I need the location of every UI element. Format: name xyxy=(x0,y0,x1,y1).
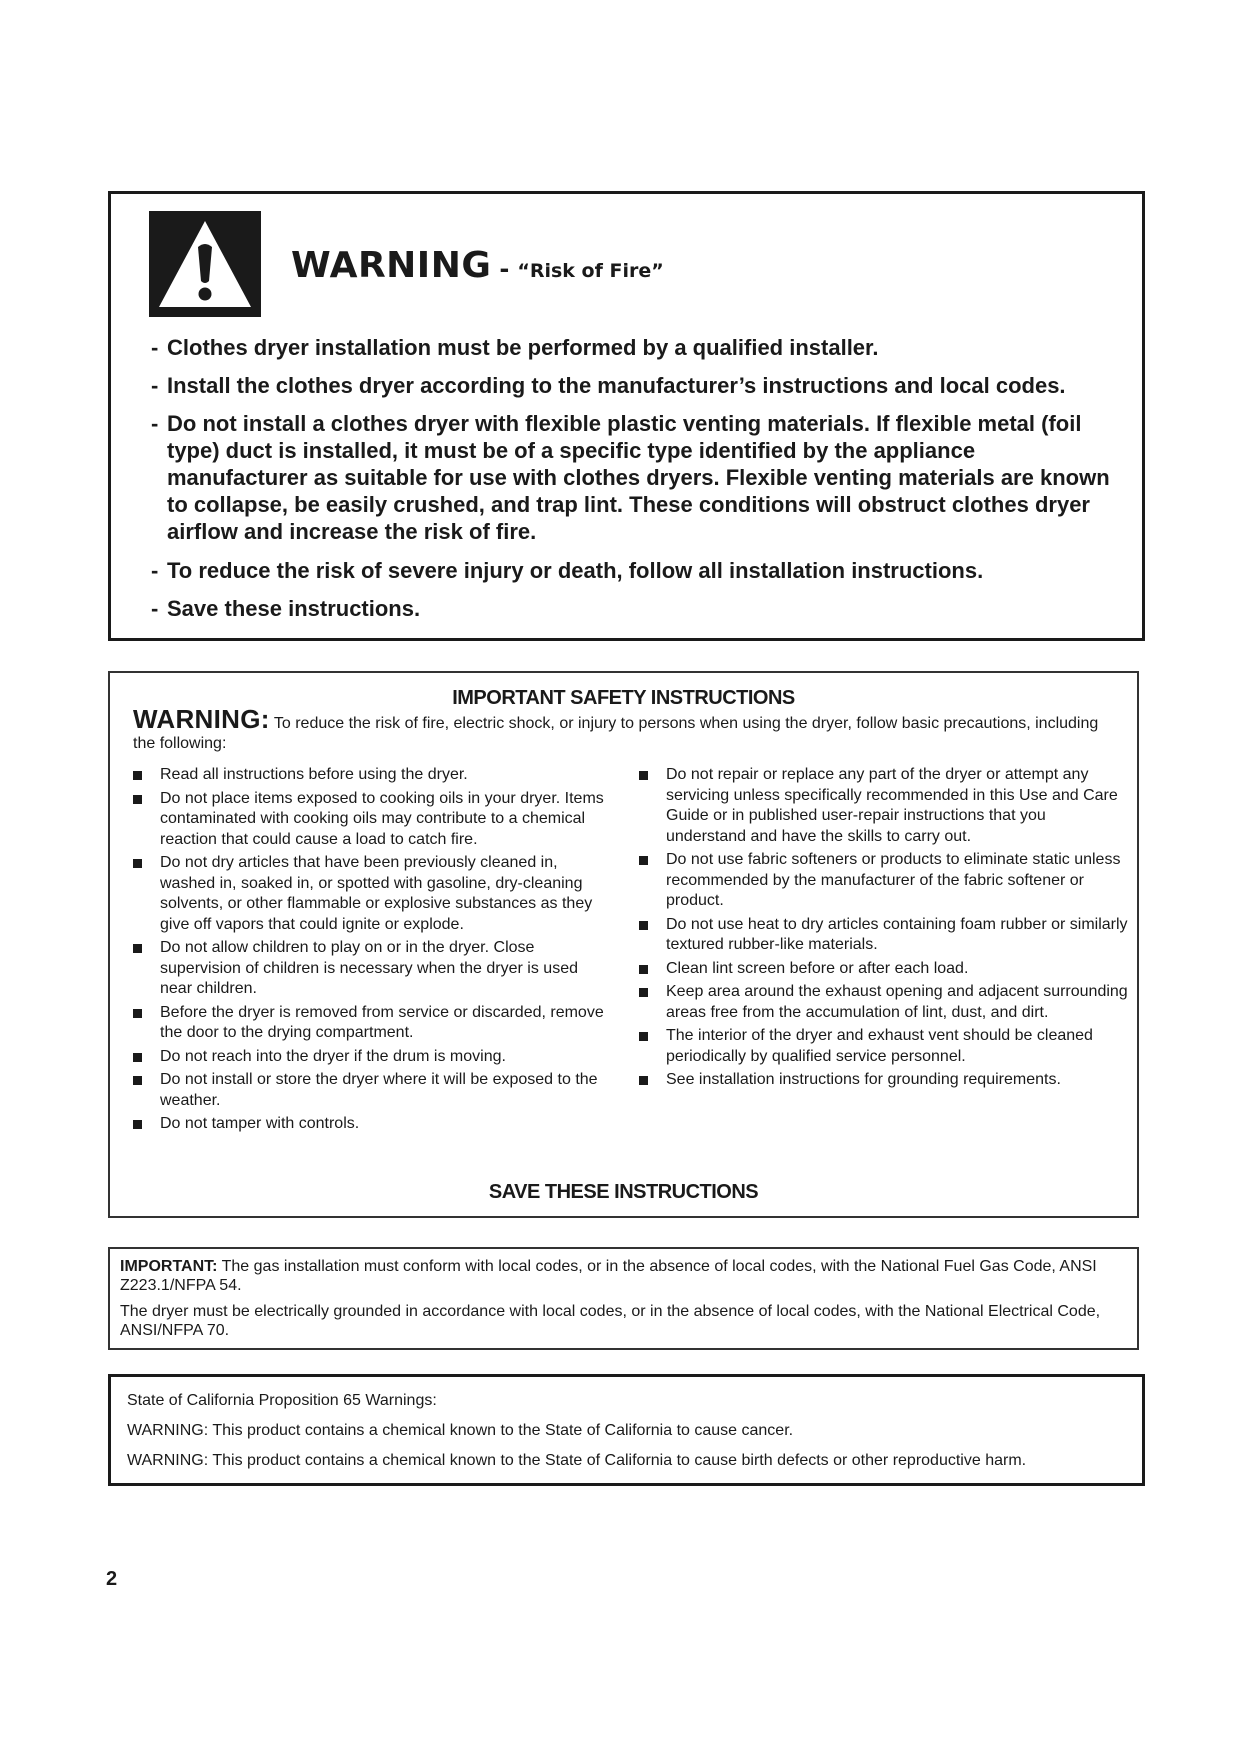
fire-warning-list xyxy=(151,334,1121,633)
fire-warning-title xyxy=(291,243,664,286)
list-item: Clean lint screen before or after each load. xyxy=(638,959,1128,980)
list-item: Read all instructions before using the dryer. xyxy=(132,765,612,786)
gas-note xyxy=(120,1257,1127,1295)
list-item: Do not install or store the dryer where it will be exposed to the weather. xyxy=(132,1070,612,1111)
bullet-icon xyxy=(133,859,142,868)
list-item: Do not use fabric softeners or products to eliminate static unless recommended by the manufacturer of the fabric softener or product. xyxy=(638,850,1128,912)
bullet-icon xyxy=(133,1076,142,1085)
safety-intro-text: To reduce the risk of fire, electric shock, or injury to persons when using the dryer, follow basic precautions, including the following: xyxy=(133,715,1099,752)
bullet-icon xyxy=(639,771,648,780)
bullet-icon xyxy=(133,1120,142,1129)
safety-list-left xyxy=(132,765,612,1138)
bullet-icon xyxy=(639,1076,648,1085)
list-item: Do not repair or replace any part of the dryer or attempt any servicing unless specifically recommended in this Use and Care Guide or in published user-repair instructions that you understand and have the skills to carry out. xyxy=(638,765,1128,847)
list-item: - Do not install a clothes dryer with flexible plastic venting materials. If flexible metal (foil type) duct is installed, it must be of a specific type identified by the appliance manufacturer as suitable for use with clothes dryers. Flexible venting materials are known to collapse, be easily crushed, and trap lint. These conditions will obstruct clothes dryer airflow and increase the risk of fire. xyxy=(151,411,1110,544)
fire-warning-box xyxy=(108,191,1145,641)
title-dash: - xyxy=(499,254,510,283)
electrical-note: The dryer must be electrically grounded in accordance with local codes, or in the absence of local codes, with the National Electrical Code, ANSI/NFPA 70. xyxy=(120,1303,1101,1339)
warning-triangle-icon xyxy=(149,211,261,317)
list-item: Do not dry articles that have been previously cleaned in, washed in, soaked in, or spotted with gasoline, dry-cleaning solvents, or other flammable or explosive substances as they give off vapors that could ignite or explode. xyxy=(132,853,612,935)
list-item: - To reduce the risk of severe injury or death, follow all installation instructions. xyxy=(151,558,984,583)
safety-intro xyxy=(133,704,1123,754)
safety-list-right xyxy=(638,765,1128,1094)
bullet-icon xyxy=(639,965,648,974)
bullet-icon xyxy=(133,1053,142,1062)
bullet-icon xyxy=(133,771,142,780)
prop65-heading: State of California Proposition 65 Warnings: xyxy=(127,1392,437,1409)
safety-instructions-box xyxy=(108,671,1139,1218)
warning-subtitle: “Risk of Fire” xyxy=(517,259,664,282)
bullet-icon xyxy=(639,921,648,930)
prop65-box xyxy=(108,1374,1145,1486)
bullet-icon xyxy=(133,1009,142,1018)
list-item: Do not tamper with controls. xyxy=(132,1114,612,1135)
bullet-icon xyxy=(639,856,648,865)
fire-warning-header xyxy=(149,210,664,318)
prop65-warning-reproductive: WARNING: This product contains a chemical known to the State of California to cause birth defects or other reproductive harm. xyxy=(127,1452,1027,1469)
list-item: Do not reach into the dryer if the drum is moving. xyxy=(132,1047,612,1068)
prop65-warning-cancer: WARNING: This product contains a chemical known to the State of California to cause cancer. xyxy=(127,1422,794,1439)
list-item: See installation instructions for grounding requirements. xyxy=(638,1070,1128,1091)
list-item: - Clothes dryer installation must be performed by a qualified installer. xyxy=(151,335,879,360)
list-item: The interior of the dryer and exhaust vent should be cleaned periodically by qualified service personnel. xyxy=(638,1026,1128,1067)
warning-word: WARNING xyxy=(291,244,492,286)
bullet-icon xyxy=(133,795,142,804)
list-item: - Install the clothes dryer according to the manufacturer’s instructions and local codes. xyxy=(151,373,1066,398)
gas-note-text: The gas installation must conform with local codes, or in the absence of local codes, with the National Fuel Gas Code, ANSI Z223.1/NFPA 54. xyxy=(120,1258,1097,1294)
list-item: Do not place items exposed to cooking oils in your dryer. Items contaminated with cooking oils may contribute to a chemical reaction that could cause a load to catch fire. xyxy=(132,789,612,851)
list-item: Do not use heat to dry articles containing foam rubber or similarly textured rubber-like materials. xyxy=(638,915,1128,956)
list-item: Do not allow children to play on or in the dryer. Close supervision of children is necessary when the dryer is used near children. xyxy=(132,938,612,1000)
bullet-icon xyxy=(639,1032,648,1041)
bullet-icon xyxy=(639,988,648,997)
list-item: - Save these instructions. xyxy=(151,596,421,621)
list-item: Before the dryer is removed from service or discarded, remove the door to the drying compartment. xyxy=(132,1003,612,1044)
important-label: IMPORTANT: xyxy=(120,1258,218,1275)
save-instructions-heading: SAVE THESE INSTRUCTIONS xyxy=(488,1181,759,1203)
safety-warning-label: WARNING: xyxy=(133,704,270,734)
gas-installation-box xyxy=(108,1247,1139,1350)
page-number: 2 xyxy=(106,1568,118,1590)
safety-heading: IMPORTANT SAFETY INSTRUCTIONS xyxy=(452,687,795,709)
list-item: Keep area around the exhaust opening and adjacent surrounding areas free from the accumulation of lint, dust, and dirt. xyxy=(638,982,1128,1023)
bullet-icon xyxy=(133,944,142,953)
